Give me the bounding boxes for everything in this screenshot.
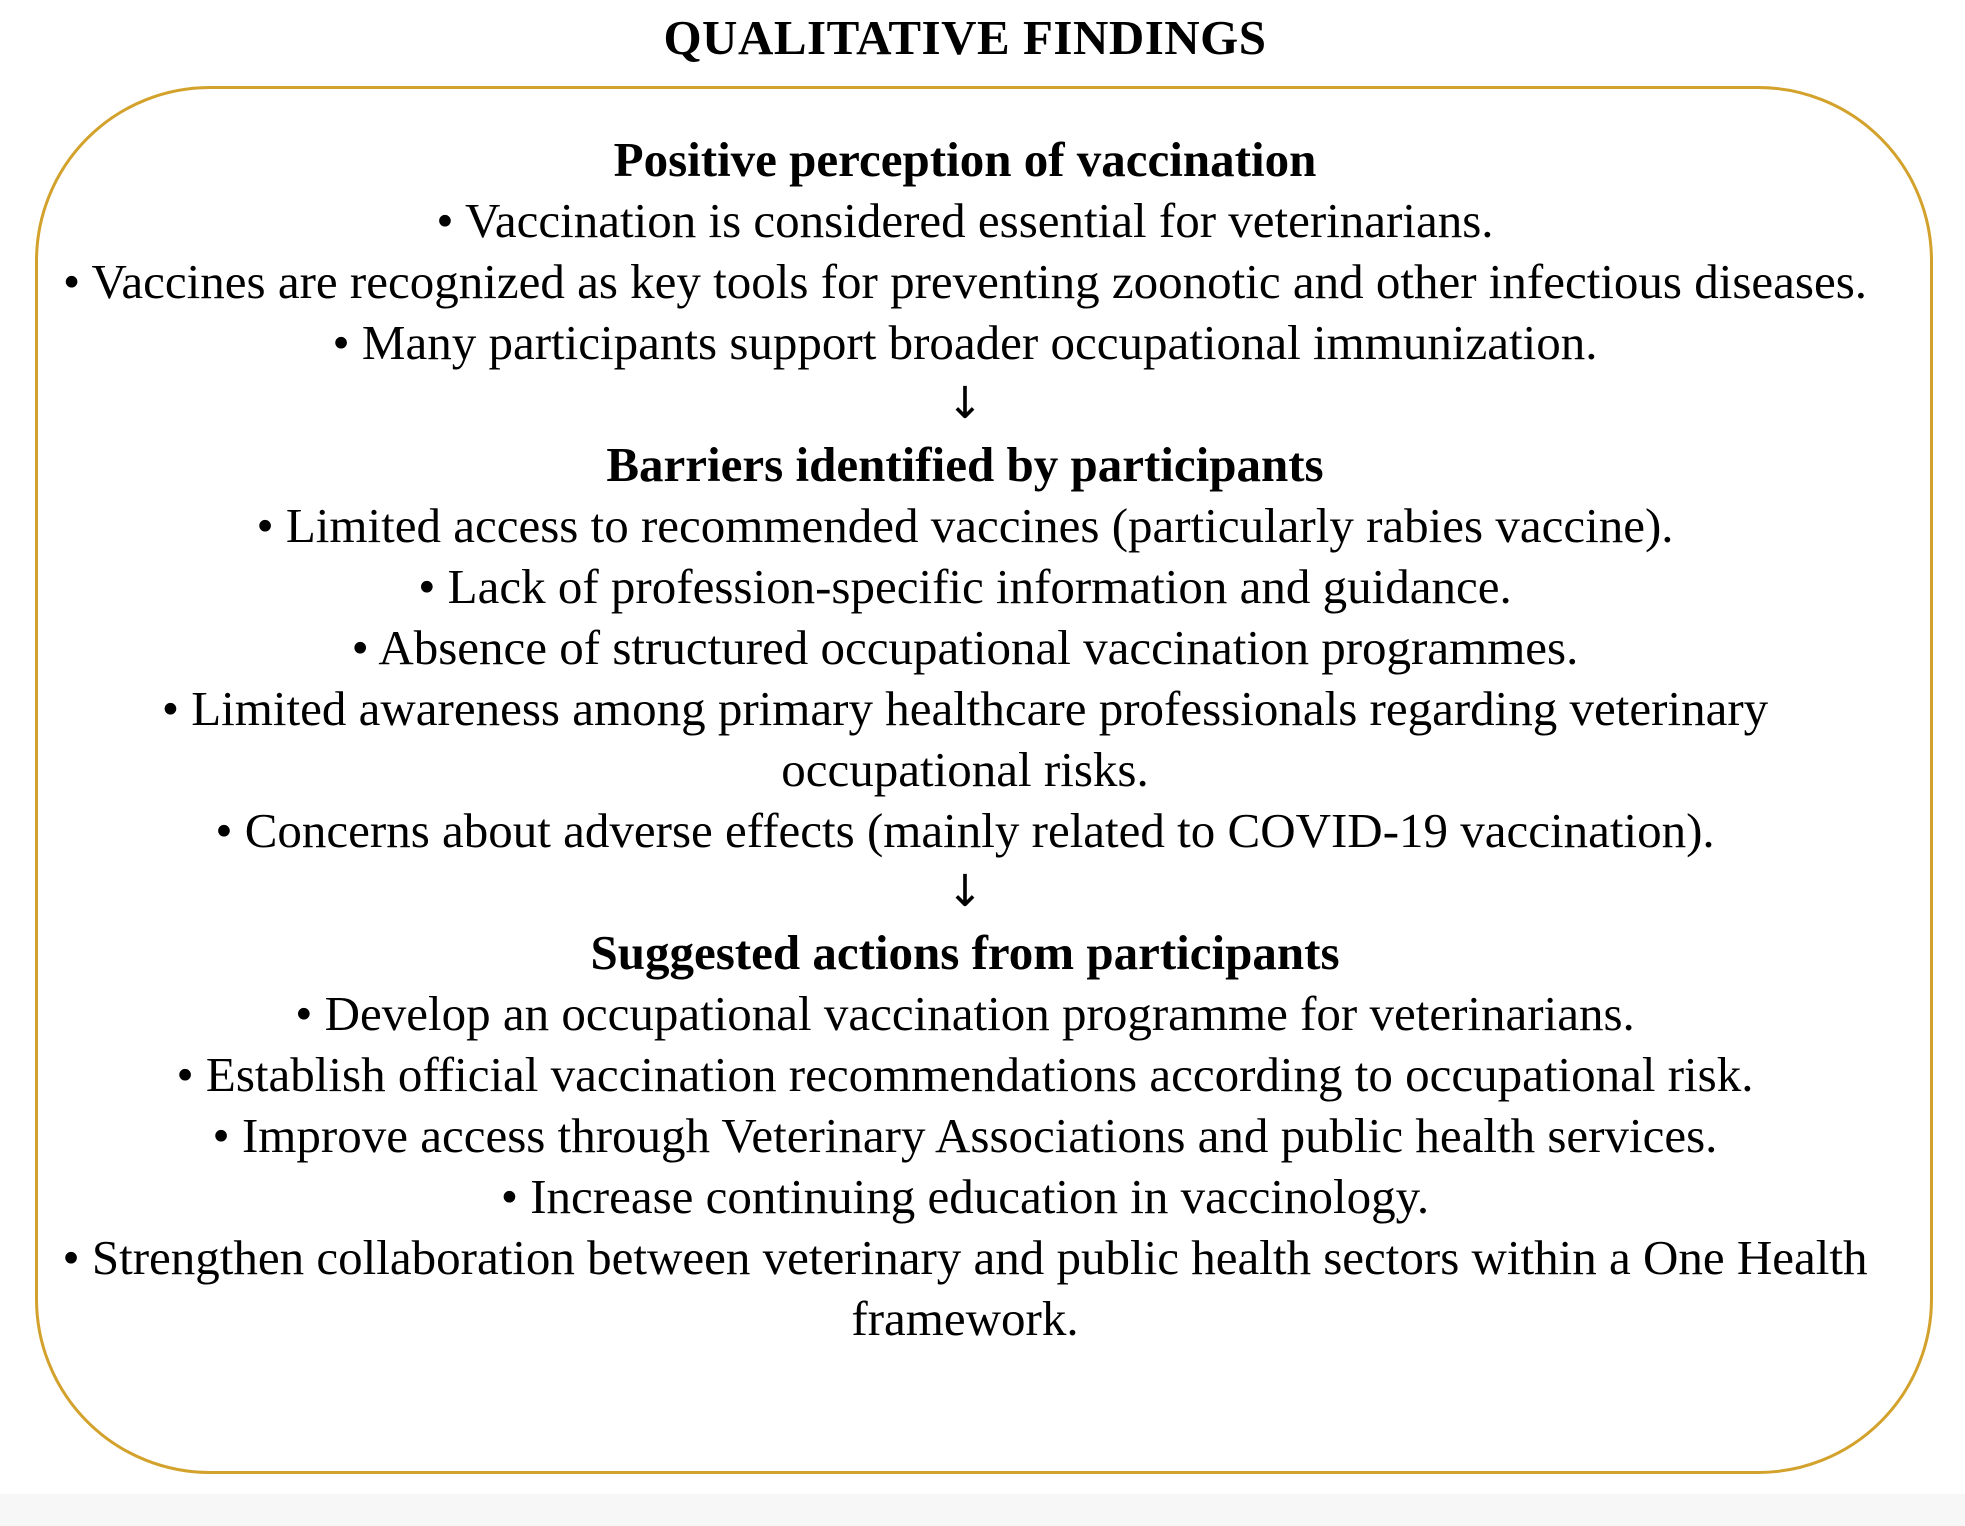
- bullet-item: • Develop an occupational vaccination programme for veterinarians.: [295, 986, 1635, 1041]
- bullet-item: • Vaccines are recognized as key tools for preventing zoonotic and other infectious diseases.: [62, 254, 1868, 309]
- bullet-item: • Concerns about adverse effects (mainly related to COVID-19 vaccination).: [215, 803, 1715, 858]
- bullet-item: • Many participants support broader occupational immunization.: [332, 315, 1598, 370]
- section-suggested-actions: [45, 922, 1885, 1349]
- down-arrow-icon: ↓: [946, 378, 984, 429]
- down-arrow-icon: ↓: [946, 866, 984, 917]
- section-barriers: [45, 434, 1885, 861]
- section-heading: Suggested actions from participants: [590, 925, 1340, 980]
- bullet-item: • Limited awareness among primary healthcare professionals regarding veterinary occupational risks.: [161, 681, 1769, 797]
- bullet-item: • Limited access to recommended vaccines (particularly rabies vaccine).: [256, 498, 1674, 553]
- section-positive-perception: [45, 129, 1885, 373]
- bullet-item: • Establish official vaccination recommendations according to occupational risk.: [176, 1047, 1754, 1102]
- diagram-title: QUALITATIVE FINDINGS: [663, 10, 1267, 65]
- bullet-item: • Increase continuing education in vaccinology.: [500, 1169, 1430, 1224]
- bullet-item: • Strengthen collaboration between veterinary and public health sectors within a One Health framework.: [62, 1230, 1868, 1346]
- bullet-item: • Improve access through Veterinary Associations and public health services.: [212, 1108, 1718, 1163]
- section-heading: Barriers identified by participants: [606, 437, 1324, 492]
- section-heading: Positive perception of vaccination: [613, 132, 1317, 187]
- findings-content: [45, 129, 1885, 1349]
- bottom-strip: [0, 1494, 1965, 1526]
- bullet-item: • Vaccination is considered essential for veterinarians.: [436, 193, 1494, 248]
- bullet-item: • Lack of profession-specific information and guidance.: [418, 559, 1512, 614]
- bullet-item: • Absence of structured occupational vaccination programmes.: [351, 620, 1579, 675]
